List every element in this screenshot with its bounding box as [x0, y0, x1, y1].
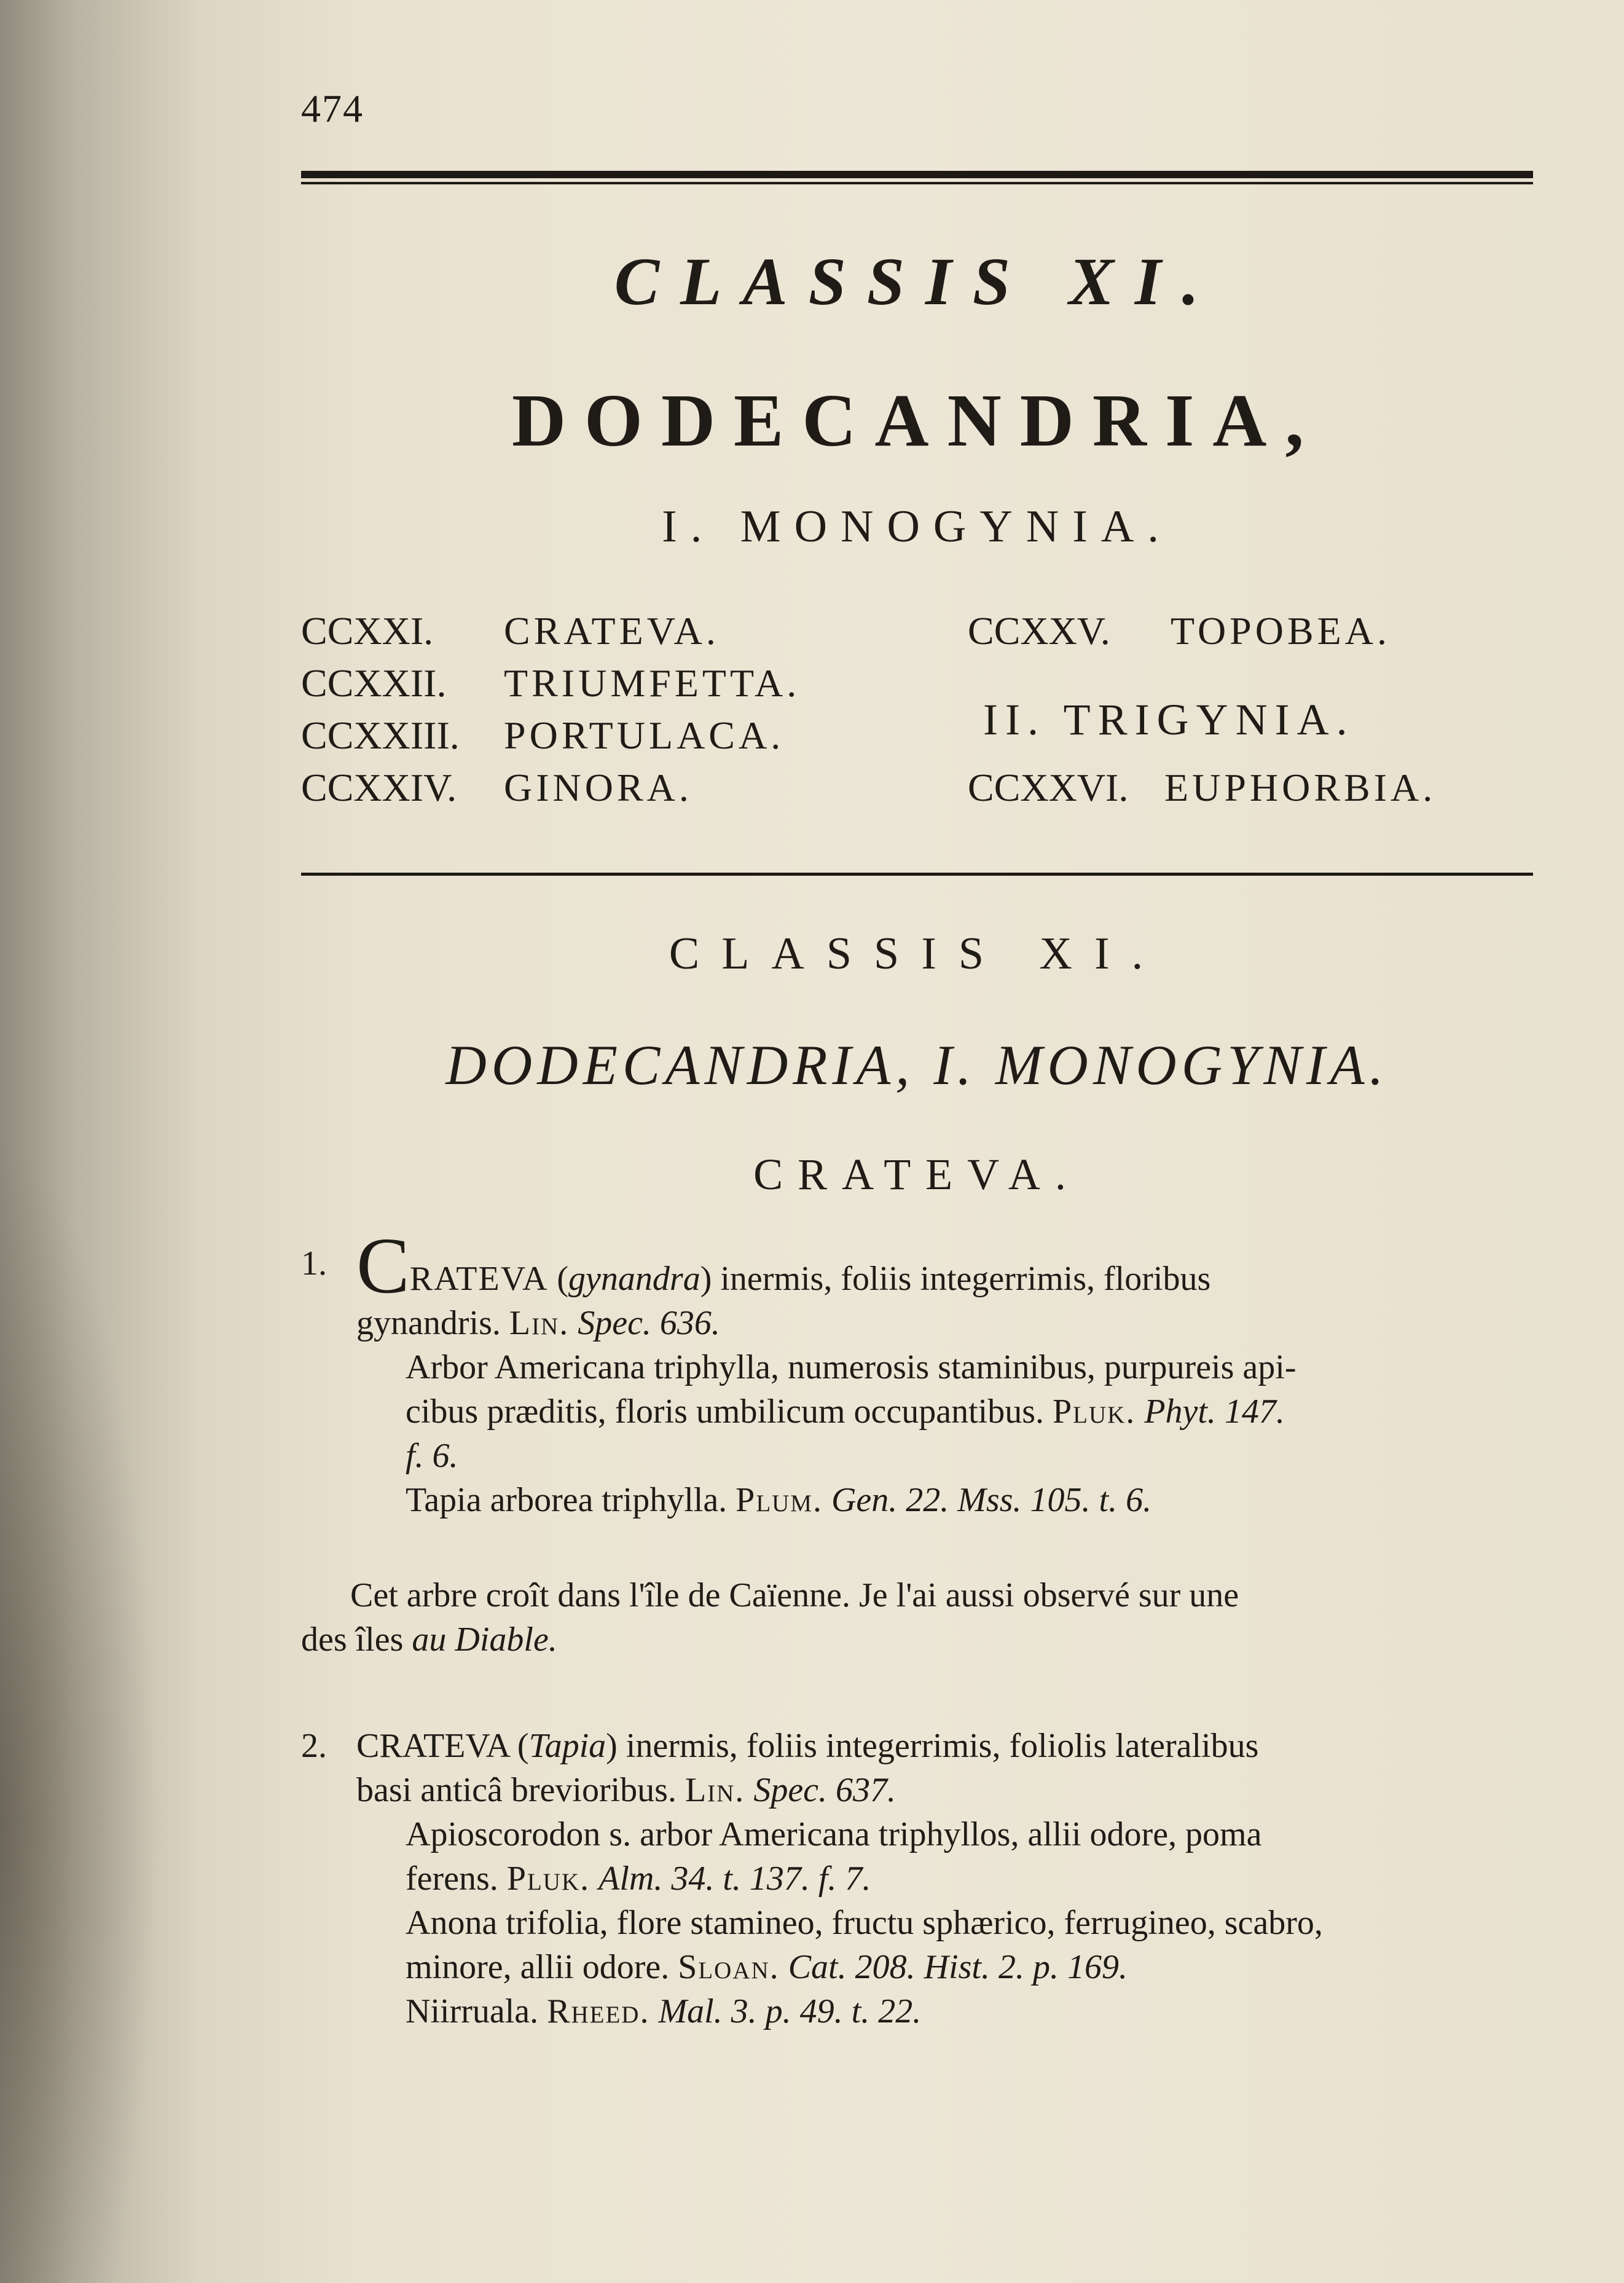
note-line: Cet arbre croît dans l'île de Caïenne. Je l'ai aussi observé sur une	[350, 1576, 1239, 1614]
reference-work: Spec. 637.	[753, 1771, 896, 1809]
reference-author: Sloan.	[678, 1948, 780, 1986]
classis-heading: CLASSIS XI.	[614, 244, 1220, 319]
section-subtitle: DODECANDRIA, I. MONOGYNIA.	[445, 1034, 1389, 1096]
reference-work: Cat. 208. Hist. 2. p. 169.	[788, 1948, 1128, 1986]
entry-description: ) inermis, foliis integerrimis, foliolis lateralibus	[606, 1727, 1259, 1765]
toc-genus: EUPHORBIA.	[1164, 766, 1437, 809]
entry-number: 2.	[301, 1727, 327, 1765]
reference-author: Lin.	[509, 1304, 570, 1342]
reference-author: Plum.	[736, 1481, 823, 1519]
toc-genus: CRATEVA.	[504, 609, 720, 653]
genus-name: RATEVA	[409, 1260, 549, 1298]
reference-author: Pluk.	[1053, 1393, 1136, 1431]
habitat-note	[301, 1573, 1536, 1662]
toc-row	[301, 608, 720, 654]
toc-row	[301, 713, 784, 758]
toc-genus: GINORA.	[504, 766, 692, 809]
toc-number: CCXXII.	[301, 661, 447, 705]
synonym-cont: f. 6.	[406, 1437, 458, 1475]
synonym-cont: cibus præditis, floris umbilicum occupantibus. Pluk. Phyt. 147.	[406, 1393, 1285, 1431]
toc-row	[301, 661, 800, 706]
toc-genus: PORTULACA.	[504, 713, 785, 757]
class-name-heading: DODECANDRIA,	[511, 379, 1323, 462]
reference-author: Rheed.	[547, 1992, 650, 2030]
page-number: 474	[301, 87, 364, 130]
entry-description: ) inermis, foliis integerrimis, floribus	[700, 1260, 1211, 1298]
section-rule	[301, 873, 1533, 876]
synonym: Apioscorodon s. arbor Americana triphyllos, allii odore, poma	[406, 1815, 1262, 1853]
synonym-cont: ferens. Pluk. Alm. 34. t. 137. f. 7.	[406, 1860, 871, 1898]
toc-order-name: II. TRIGYNIA.	[983, 695, 1355, 744]
entry-title-line	[356, 1724, 1542, 1768]
toc-number: CCXXIV.	[301, 766, 457, 809]
reference-author: Pluk.	[506, 1860, 590, 1898]
toc-order-heading	[983, 694, 1355, 745]
toc-row	[968, 765, 1436, 811]
toc-genus: TRIUMFETTA.	[504, 661, 801, 705]
synonym: Tapia arborea triphylla. Plum. Gen. 22. Mss. 105. t. 6.	[406, 1481, 1152, 1519]
drop-cap: C	[356, 1222, 410, 1310]
order-heading: I. MONOGYNIA.	[662, 501, 1172, 552]
reference-work: Mal. 3. p. 49. t. 22.	[658, 1992, 922, 2030]
toc-number: CCXXV.	[968, 609, 1110, 653]
reference-author: Lin.	[685, 1771, 745, 1809]
toc-row	[968, 608, 1391, 654]
toc-number: CCXXVI.	[968, 766, 1129, 809]
toc-genus: TOPOBEA.	[1171, 609, 1391, 653]
species-entry	[301, 1222, 1536, 1530]
section-classis: CLASSIS XI.	[669, 929, 1166, 979]
synonym: Arbor Americana triphylla, numerosis staminibus, purpureis api-	[406, 1348, 1296, 1386]
page-shadow	[0, 1137, 160, 2283]
toc-number: CCXXIII.	[301, 713, 460, 757]
entry-description-cont: basi anticâ brevioribus. Lin. Spec. 637.	[356, 1771, 896, 1809]
synonym: Niirruala. Rheed. Mal. 3. p. 49. t. 22.	[406, 1992, 922, 2030]
reference-work: Alm. 34. t. 137. f. 7.	[598, 1860, 871, 1898]
header-double-rule	[301, 171, 1533, 184]
genus-name: CRATEVA (	[356, 1727, 529, 1765]
synonym-cont: minore, allii odore. Sloan. Cat. 208. Hist. 2. p. 169.	[406, 1948, 1128, 1986]
entry-description-cont: gynandris. Lin. Spec. 636.	[356, 1304, 720, 1342]
reference-work: Spec. 636.	[578, 1304, 720, 1342]
genus-heading: CRATEVA.	[753, 1150, 1081, 1199]
entry-title-line: CRATEVA (gynandra) inermis, foliis integerrimis, floribus	[356, 1222, 1211, 1310]
note-line: des îles au Diable.	[301, 1621, 557, 1659]
toc-number: CCXXI.	[301, 609, 434, 653]
toc-row	[301, 765, 692, 811]
species-epithet: Tapia	[528, 1727, 606, 1765]
reference-work: Phyt. 147.	[1144, 1393, 1285, 1431]
synonym: Anona trifolia, flore stamineo, fructu sphærico, ferrugineo, scabro,	[406, 1904, 1323, 1942]
reference-work: Gen. 22. Mss. 105. t. 6.	[831, 1481, 1152, 1519]
species-entry	[301, 1724, 1536, 2068]
entry-number: 1.	[301, 1244, 327, 1283]
species-epithet: gynandra	[568, 1260, 700, 1298]
